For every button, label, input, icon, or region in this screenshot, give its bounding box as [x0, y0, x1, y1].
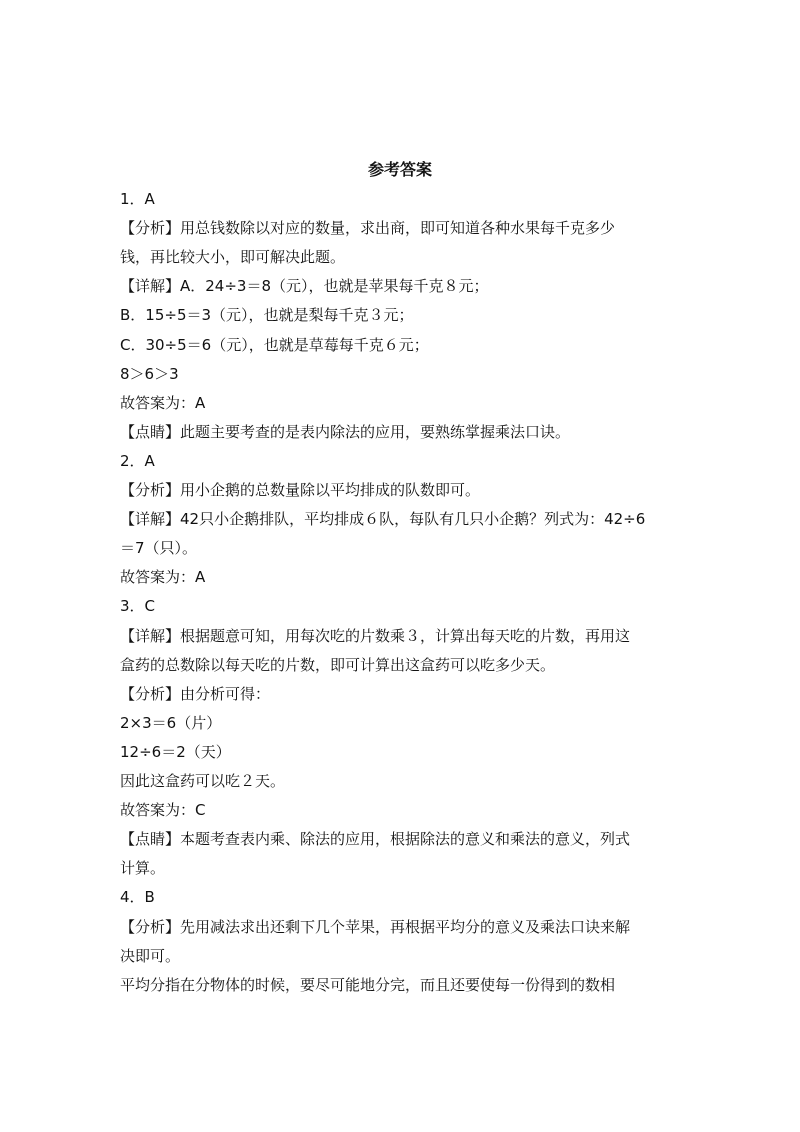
text-line: 故答案为：C — [120, 801, 206, 819]
text-line: 【详解】根据题意可知，用每次吃的片数乘３，计算出每天吃的片数，再用这 — [120, 627, 631, 645]
text-line: 【分析】用小企鹅的总数量除以平均排成的队数即可。 — [120, 481, 481, 499]
text-line: B．15÷5＝3（元），也就是梨每千克３元； — [120, 306, 414, 324]
text-line: 4．B — [120, 888, 155, 906]
text-line: 因此这盒药可以吃２天。 — [120, 772, 286, 790]
text-line: 【详解】42只小企鹅排队，平均排成６队，每队有几只小企鹅？列式为：42÷6 — [120, 510, 646, 528]
text-line: 盒药的总数除以每天吃的片数，即可计算出这盒药可以吃多少天。 — [120, 656, 556, 674]
text-line: 【点睛】本题考查表内乘、除法的应用，根据除法的意义和乘法的意义，列式 — [120, 830, 631, 848]
text-line: 故答案为：A — [120, 394, 206, 412]
text-line: 1．A — [120, 190, 155, 208]
text-line: 计算。 — [120, 859, 166, 877]
text-line: 【分析】由分析可得： — [120, 685, 271, 703]
text-line: 【分析】用总钱数除以对应的数量，求出商，即可知道各种水果每千克多少 — [120, 219, 616, 237]
text-line: 【分析】先用减法求出还剩下几个苹果，再根据平均分的意义及乘法口诀来解 — [120, 918, 631, 936]
text-line: C．30÷5＝6（元），也就是草莓每千克６元； — [120, 336, 429, 354]
text-line: 3．C — [120, 597, 156, 615]
page-title: 参考答案 — [367, 160, 432, 179]
text-line: 12÷6＝2（天） — [120, 743, 231, 761]
text-line: 故答案为：A — [120, 568, 206, 586]
text-line: 2．A — [120, 452, 155, 470]
text-line: 钱，再比较大小，即可解决此题。 — [120, 248, 346, 266]
text-line: 2×3＝6（片） — [120, 714, 222, 732]
text-line: ＝7（只）。 — [120, 539, 198, 557]
text-line: 【点睛】此题主要考查的是表内除法的应用，要熟练掌握乘法口诀。 — [120, 423, 571, 441]
text-line: 平均分指在分物体的时候，要尽可能地分完，而且还要使每一份得到的数相 — [120, 976, 616, 994]
text-line: 【详解】A．24÷3＝8（元），也就是苹果每千克８元； — [120, 277, 489, 295]
text-line: 决即可。 — [120, 947, 181, 965]
text-line: 8＞6＞3 — [120, 365, 179, 383]
